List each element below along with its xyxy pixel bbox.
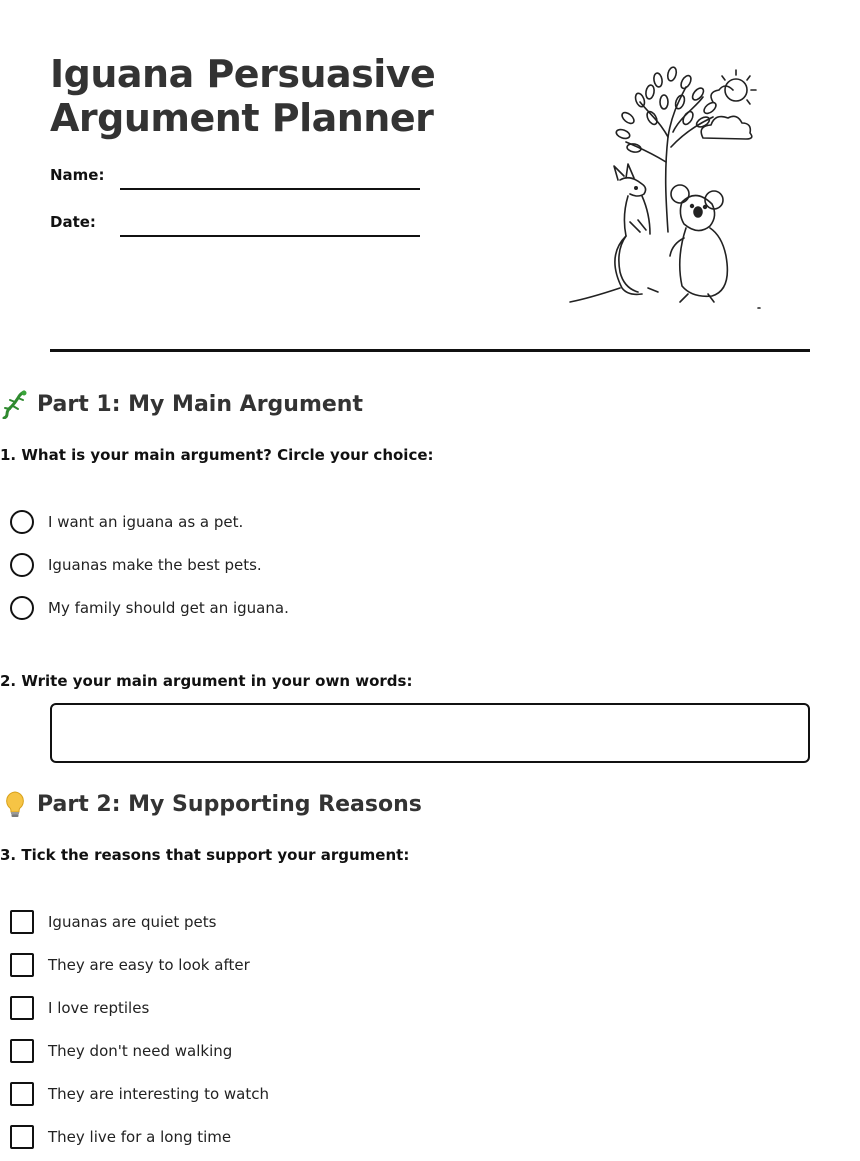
argument-option-label: Iguanas make the best pets.	[48, 556, 262, 574]
radio-circle-icon[interactable]	[10, 553, 34, 577]
part1-heading-text: Part 1: My Main Argument	[37, 391, 363, 417]
part2-heading	[0, 789, 422, 819]
reason-label: I love reptiles	[48, 999, 150, 1017]
reason-option-6[interactable]	[10, 1125, 231, 1149]
checkbox-icon[interactable]	[10, 1039, 34, 1063]
reason-option-2[interactable]	[10, 953, 250, 977]
checkbox-icon[interactable]	[10, 1082, 34, 1106]
kangaroo-koala-tree-illustration	[568, 62, 768, 316]
name-line[interactable]	[120, 188, 420, 190]
checkbox-icon[interactable]	[10, 910, 34, 934]
checkbox-icon[interactable]	[10, 1125, 34, 1149]
title-line-2: Argument Planner	[50, 96, 434, 140]
checkbox-icon[interactable]	[10, 996, 34, 1020]
date-line[interactable]	[120, 235, 420, 237]
question-3: 3. Tick the reasons that support your argument:	[0, 846, 410, 864]
argument-option-1[interactable]	[10, 510, 243, 534]
reason-label: They live for a long time	[48, 1128, 232, 1146]
part1-heading	[0, 389, 363, 419]
reason-label: They don't need walking	[48, 1042, 233, 1060]
reason-label: They are easy to look after	[48, 956, 250, 974]
name-label: Name:	[50, 166, 105, 184]
checkbox-icon[interactable]	[10, 953, 34, 977]
question-2: 2. Write your main argument in your own words:	[0, 672, 413, 690]
reason-label: Iguanas are quiet pets	[48, 913, 217, 931]
page-title	[50, 52, 435, 140]
date-field[interactable]	[50, 213, 420, 243]
argument-option-2[interactable]	[10, 553, 262, 577]
radio-circle-icon[interactable]	[10, 510, 34, 534]
main-argument-answer-box[interactable]	[50, 703, 810, 763]
koala-icon	[670, 185, 727, 302]
reason-option-3[interactable]	[10, 996, 149, 1020]
argument-option-3[interactable]	[10, 596, 289, 620]
part2-heading-text: Part 2: My Supporting Reasons	[37, 791, 422, 817]
argument-option-label: My family should get an iguana.	[48, 599, 289, 617]
lightbulb-icon	[0, 789, 30, 819]
reason-label: They are interesting to watch	[48, 1085, 270, 1103]
reason-option-4[interactable]	[10, 1039, 232, 1063]
kangaroo-icon	[570, 164, 658, 302]
reason-option-5[interactable]	[10, 1082, 269, 1106]
argument-option-label: I want an iguana as a pet.	[48, 513, 244, 531]
date-label: Date:	[50, 213, 96, 231]
reason-option-1[interactable]	[10, 910, 216, 934]
lizard-icon	[0, 389, 30, 419]
radio-circle-icon[interactable]	[10, 596, 34, 620]
header-divider	[50, 349, 810, 352]
worksheet-header	[50, 0, 810, 352]
question-1: 1. What is your main argument? Circle your choice:	[0, 446, 434, 464]
name-field[interactable]	[50, 166, 420, 196]
title-line-1: Iguana Persuasive	[50, 52, 436, 96]
